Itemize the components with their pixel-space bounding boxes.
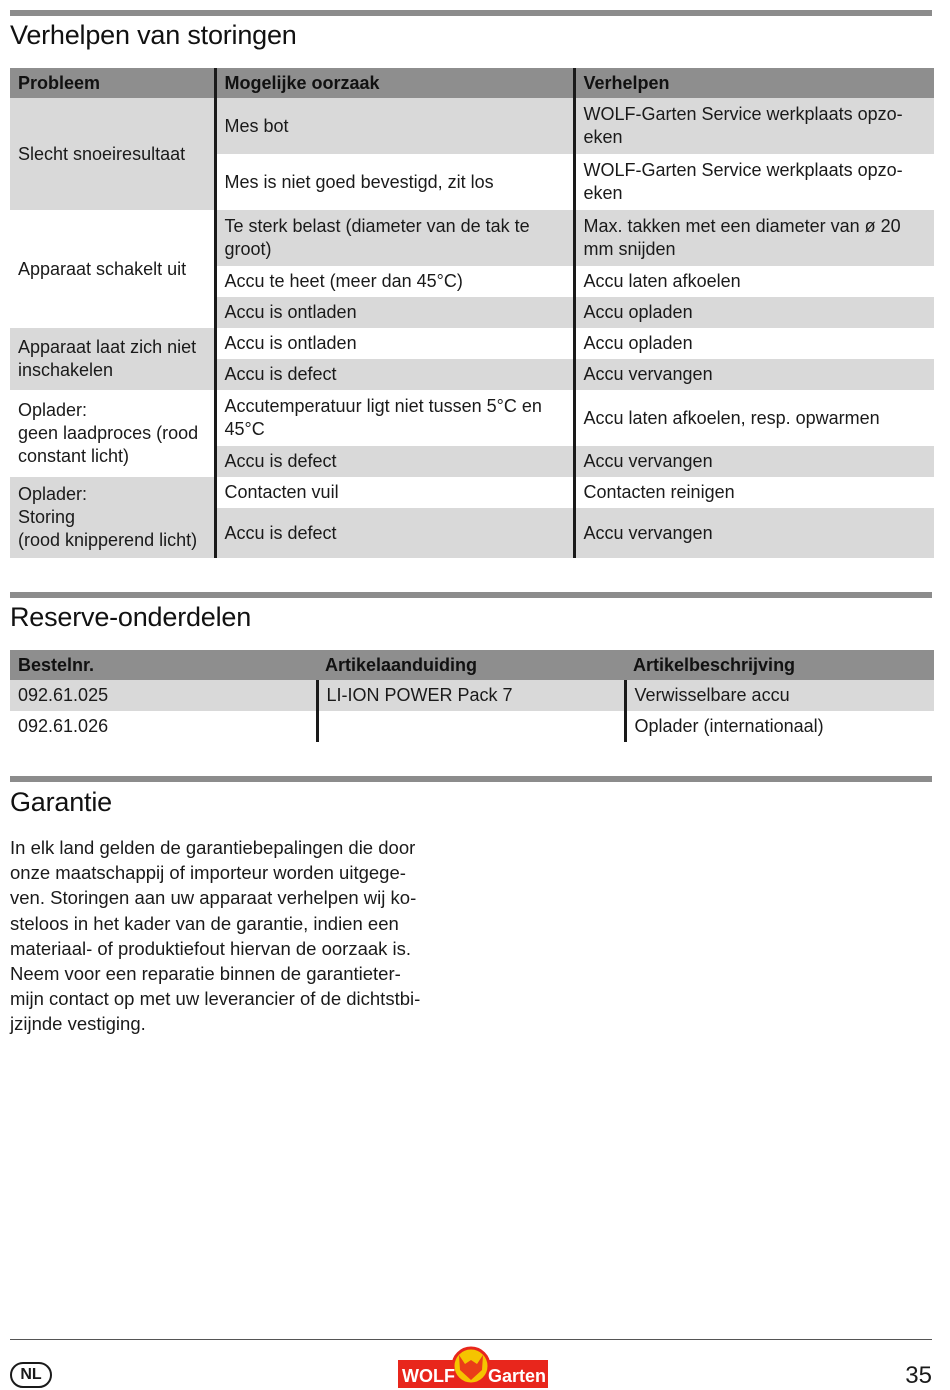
- section-rule: [10, 592, 932, 598]
- section-title-warranty: Garantie: [10, 787, 112, 817]
- table-row: [10, 711, 934, 742]
- designation-cell: LI-ION POWER Pack 7: [317, 680, 625, 711]
- cause-cell: Accu is defect: [215, 446, 574, 477]
- table-row: [10, 680, 934, 711]
- language-badge: NL: [10, 1362, 52, 1388]
- header-problem: Probleem: [10, 68, 215, 98]
- section-rule: [10, 10, 932, 16]
- fix-cell: WOLF-Garten Service werkplaats opzo- eken: [574, 154, 934, 210]
- problem-cell: [10, 328, 215, 390]
- problem-text: Storing: [18, 507, 76, 527]
- warranty-line: In elk land gelden de garantiebepalingen die door: [10, 837, 416, 858]
- problem-text: Slecht snoeiresultaat: [18, 143, 186, 164]
- problem-text: geen laadproces (rood: [18, 423, 199, 443]
- cause-cell: Accu te heet (meer dan 45°C): [215, 266, 574, 297]
- wolf-garten-logo: [398, 1346, 548, 1390]
- table-row: [10, 328, 934, 359]
- cause-cell: Accu is ontladen: [215, 328, 574, 359]
- logo-left-text: WOLF: [402, 1366, 455, 1386]
- problem-text: (rood knipperend licht): [18, 530, 198, 550]
- fix-cell: Max. takken met een diameter van ø 20 mm snijden: [574, 210, 934, 266]
- footer-rule: [10, 1339, 932, 1340]
- warranty-line: ven. Storingen aan uw apparaat verhelpen wij ko-: [10, 887, 417, 909]
- header-description: Artikelbeschrijving: [625, 650, 934, 680]
- fix-cell: WOLF-Garten Service werkplaats opzo- eken: [574, 98, 934, 154]
- cause-cell: Accu is defect: [215, 508, 574, 558]
- problem-text: Apparaat laat zich niet: [18, 337, 197, 357]
- fix-cell: Accu laten afkoelen, resp. opwarmen: [574, 390, 934, 446]
- fix-cell: Accu opladen: [574, 328, 934, 359]
- section-rule: [10, 776, 932, 782]
- problem-text: Oplader:: [18, 484, 88, 504]
- warranty-line: Neem voor een reparatie binnen de garantieter-: [10, 963, 401, 985]
- description-cell: Oplader (internationaal): [625, 711, 934, 742]
- designation-cell: [317, 711, 625, 742]
- troubleshooting-table: [10, 68, 934, 558]
- fix-cell: Accu vervangen: [574, 508, 934, 558]
- section-title-parts: Reserve-onderdelen: [10, 602, 252, 632]
- header-fix: Verhelpen: [574, 68, 934, 98]
- parts-table: [10, 650, 934, 742]
- table-row: [10, 390, 934, 446]
- logo-right-text: Garten: [488, 1366, 547, 1386]
- header-order-number: Bestelnr.: [10, 650, 317, 680]
- fix-cell: Accu laten afkoelen: [574, 266, 934, 297]
- table-row: [10, 210, 934, 266]
- problem-text: constant licht): [18, 446, 130, 466]
- table-header-row: [10, 68, 934, 98]
- fix-cell: Accu vervangen: [574, 359, 934, 390]
- warranty-line: jzijnde vestiging.: [10, 1013, 146, 1035]
- problem-cell: [10, 477, 215, 558]
- table-row: [10, 98, 934, 154]
- problem-cell: [10, 390, 215, 477]
- warranty-text: [10, 835, 470, 1037]
- problem-text: Apparaat schakelt uit: [18, 258, 187, 279]
- cause-cell: Mes is niet goed bevestigd, zit los: [215, 154, 574, 210]
- fix-cell: Accu opladen: [574, 297, 934, 328]
- problem-text: Oplader:: [18, 400, 88, 420]
- table-row: [10, 477, 934, 508]
- fix-cell: Contacten reinigen: [574, 477, 934, 508]
- header-cause: Mogelijke oorzaak: [215, 68, 574, 98]
- cause-cell: Contacten vuil: [215, 477, 574, 508]
- fix-cell: Accu vervangen: [574, 446, 934, 477]
- cause-cell: Accutemperatuur ligt niet tussen 5°C en 45°C: [215, 390, 574, 446]
- page-number: 35: [905, 1362, 932, 1389]
- section-title-troubleshooting: Verhelpen van storingen: [10, 20, 297, 50]
- warranty-line: materiaal- of produktiefout hiervan de oorzaak is.: [10, 937, 412, 959]
- warranty-line: onze maatschappij of importeur worden uitgege-: [10, 862, 406, 884]
- warranty-line: steloos in het kader van de garantie, indien een: [10, 912, 399, 934]
- problem-cell: [10, 98, 215, 210]
- problem-text: inschakelen: [18, 360, 114, 380]
- cause-cell: Te sterk belast (diameter van de tak te groot): [215, 210, 574, 266]
- order-number-cell: 092.61.025: [10, 680, 317, 711]
- header-designation: Artikelaanduiding: [317, 650, 625, 680]
- cause-cell: Accu is defect: [215, 359, 574, 390]
- cause-cell: Mes bot: [215, 98, 574, 154]
- order-number-cell: 092.61.026: [10, 711, 317, 742]
- table-header-row: [10, 650, 934, 680]
- description-cell: Verwisselbare accu: [625, 680, 934, 711]
- warranty-line: mijn contact op met uw leverancier of de dichtstbi-: [10, 988, 421, 1010]
- cause-cell: Accu is ontladen: [215, 297, 574, 328]
- problem-cell: [10, 210, 215, 328]
